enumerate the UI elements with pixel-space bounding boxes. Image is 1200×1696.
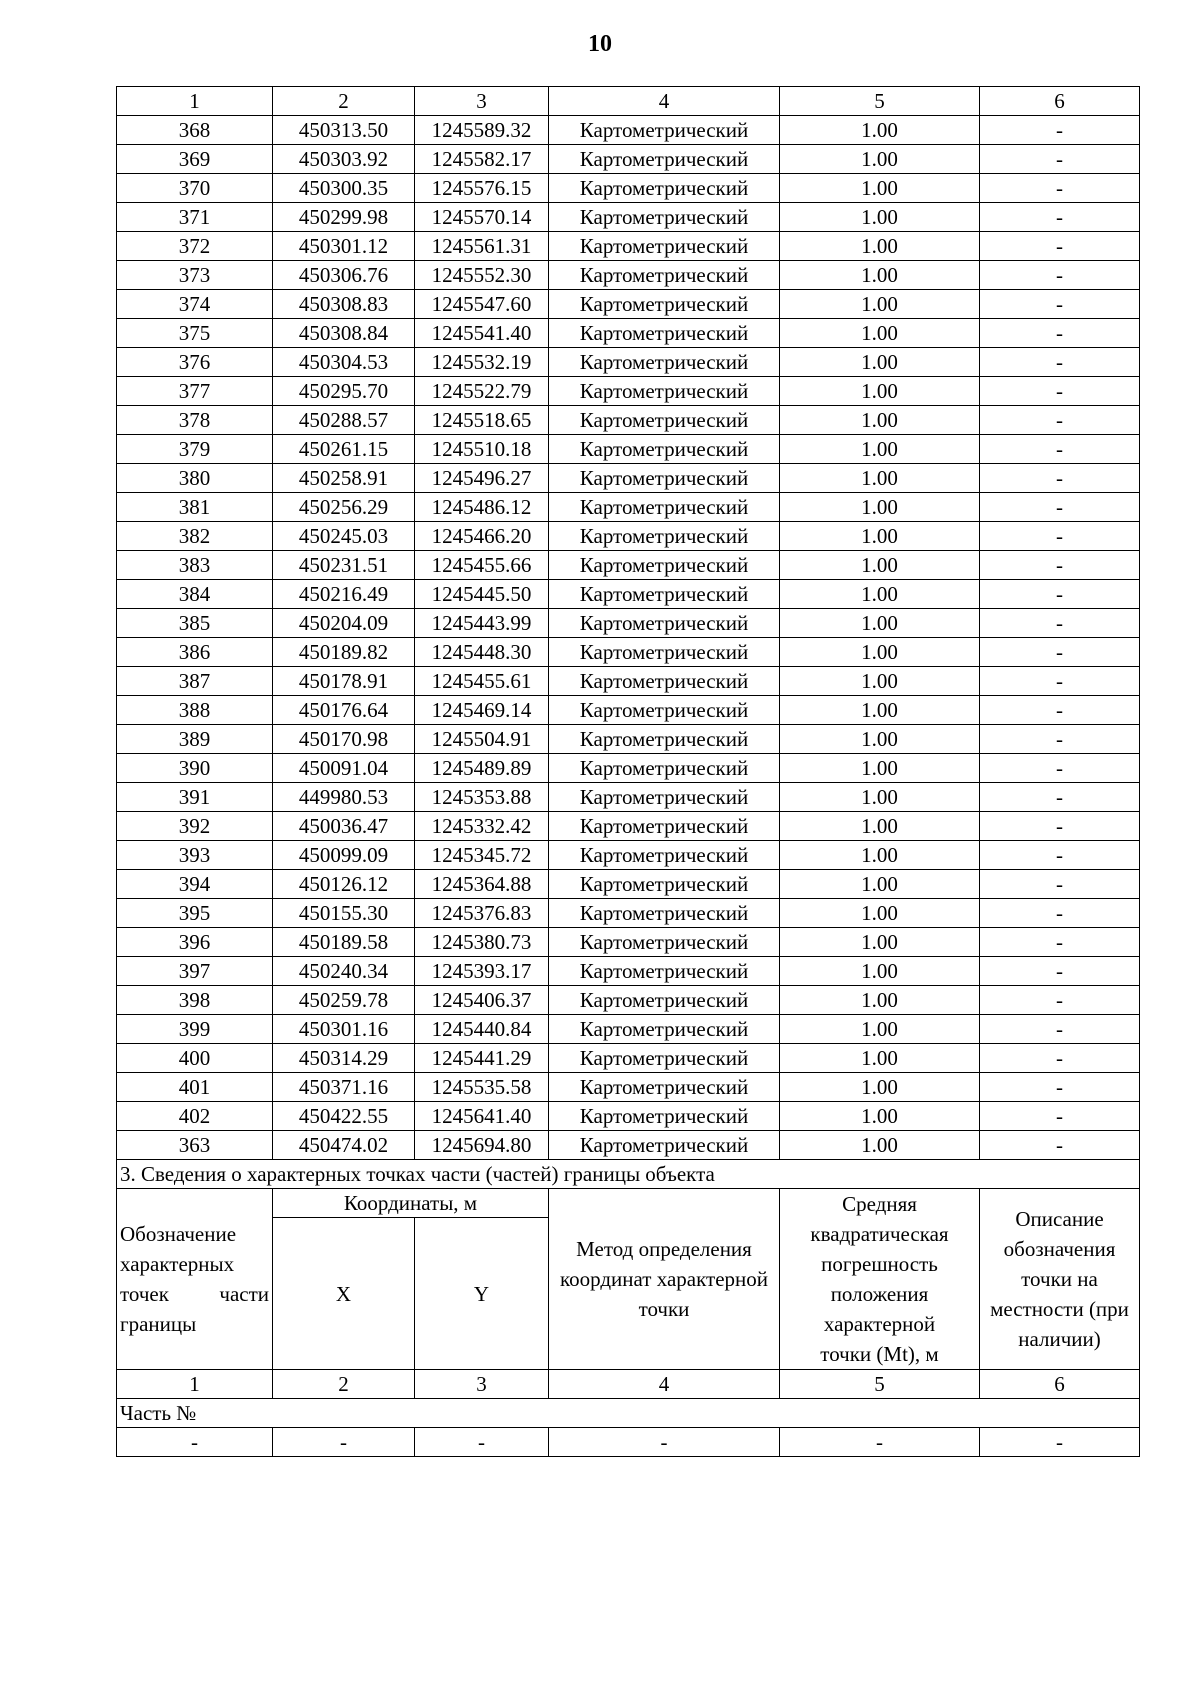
empty-cell: -	[780, 1428, 980, 1457]
table-row	[117, 435, 1140, 464]
error-cell: 1.00	[780, 493, 980, 522]
y-coordinate-cell: 1245641.40	[415, 1102, 549, 1131]
table-row	[117, 348, 1140, 377]
error-cell: 1.00	[780, 1131, 980, 1160]
error-header-line: положения	[830, 1282, 929, 1306]
table-row	[117, 116, 1140, 145]
description-cell: -	[980, 377, 1140, 406]
method-cell: Картометрический	[549, 783, 780, 812]
description-cell: -	[980, 522, 1140, 551]
description-cell: -	[980, 1131, 1140, 1160]
x-coordinate-cell: 450091.04	[273, 754, 415, 783]
x-coordinate-cell: 450306.76	[273, 261, 415, 290]
table-row	[117, 754, 1140, 783]
error-cell: 1.00	[780, 116, 980, 145]
point-id-cell: 374	[117, 290, 273, 319]
column-number: 5	[780, 87, 980, 116]
x-coordinate-cell: 450240.34	[273, 957, 415, 986]
method-cell: Картометрический	[549, 261, 780, 290]
table-row	[117, 812, 1140, 841]
description-cell: -	[980, 261, 1140, 290]
x-coordinate-cell: 450176.64	[273, 696, 415, 725]
table-row	[117, 1015, 1140, 1044]
column-number: 2	[273, 1370, 415, 1399]
table-row	[117, 899, 1140, 928]
section3-title-row	[117, 1160, 1140, 1189]
description-cell: -	[980, 145, 1140, 174]
table-row	[117, 870, 1140, 899]
description-cell: -	[980, 580, 1140, 609]
table-row	[117, 377, 1140, 406]
point-id-cell: 373	[117, 261, 273, 290]
table-row	[117, 957, 1140, 986]
description-cell: -	[980, 232, 1140, 261]
x-header: X	[273, 1218, 415, 1370]
error-cell: 1.00	[780, 435, 980, 464]
table-row	[117, 638, 1140, 667]
description-cell: -	[980, 551, 1140, 580]
coordinates-table-body	[117, 87, 1140, 1160]
x-coordinate-cell: 450245.03	[273, 522, 415, 551]
empty-cell: -	[117, 1428, 273, 1457]
method-cell: Картометрический	[549, 522, 780, 551]
table-row	[117, 580, 1140, 609]
method-cell: Картометрический	[549, 377, 780, 406]
description-cell: -	[980, 928, 1140, 957]
y-coordinate-cell: 1245532.19	[415, 348, 549, 377]
x-coordinate-cell: 450189.82	[273, 638, 415, 667]
y-coordinate-cell: 1245345.72	[415, 841, 549, 870]
table-row	[117, 841, 1140, 870]
point-id-cell: 385	[117, 609, 273, 638]
table-row	[117, 696, 1140, 725]
x-coordinate-cell: 450301.12	[273, 232, 415, 261]
y-coordinate-cell: 1245441.29	[415, 1044, 549, 1073]
method-cell: Картометрический	[549, 870, 780, 899]
x-coordinate-cell: 450295.70	[273, 377, 415, 406]
y-coordinate-cell: 1245561.31	[415, 232, 549, 261]
table-row	[117, 1073, 1140, 1102]
method-cell: Картометрический	[549, 116, 780, 145]
column-number: 6	[980, 1370, 1140, 1399]
table-row	[117, 928, 1140, 957]
x-coordinate-cell: 450216.49	[273, 580, 415, 609]
point-id-cell: 382	[117, 522, 273, 551]
point-id-cell: 400	[117, 1044, 273, 1073]
point-id-cell: 391	[117, 783, 273, 812]
method-cell: Картометрический	[549, 493, 780, 522]
error-header-line: квадратическая	[810, 1222, 949, 1246]
method-cell: Картометрический	[549, 551, 780, 580]
y-coordinate-cell: 1245469.14	[415, 696, 549, 725]
error-cell: 1.00	[780, 319, 980, 348]
section3-header-row	[117, 1189, 1140, 1218]
table-row	[117, 464, 1140, 493]
method-cell: Картометрический	[549, 754, 780, 783]
column-number: 4	[549, 1370, 780, 1399]
table-row	[117, 522, 1140, 551]
table-row	[117, 783, 1140, 812]
table-row	[117, 1044, 1140, 1073]
point-id-cell: 381	[117, 493, 273, 522]
x-coordinate-cell: 450099.09	[273, 841, 415, 870]
x-coordinate-cell: 450170.98	[273, 725, 415, 754]
y-coordinate-cell: 1245466.20	[415, 522, 549, 551]
table-row	[117, 261, 1140, 290]
x-coordinate-cell: 450189.58	[273, 928, 415, 957]
column-number: 4	[549, 87, 780, 116]
point-id-cell: 369	[117, 145, 273, 174]
empty-cell: -	[273, 1428, 415, 1457]
description-cell: -	[980, 493, 1140, 522]
method-header: Метод определения координат характерной точки	[549, 1189, 780, 1370]
x-coordinate-cell: 450231.51	[273, 551, 415, 580]
page-number: 10	[588, 31, 612, 57]
method-cell: Картометрический	[549, 986, 780, 1015]
table-row	[117, 986, 1140, 1015]
point-id-cell: 389	[117, 725, 273, 754]
error-cell: 1.00	[780, 667, 980, 696]
x-coordinate-cell: 450155.30	[273, 899, 415, 928]
y-coordinate-cell: 1245376.83	[415, 899, 549, 928]
error-cell: 1.00	[780, 754, 980, 783]
method-cell: Картометрический	[549, 145, 780, 174]
x-coordinate-cell: 449980.53	[273, 783, 415, 812]
y-coordinate-cell: 1245547.60	[415, 290, 549, 319]
description-cell: -	[980, 725, 1140, 754]
point-id-cell: 380	[117, 464, 273, 493]
error-cell: 1.00	[780, 464, 980, 493]
point-id-cell: 398	[117, 986, 273, 1015]
description-cell: -	[980, 783, 1140, 812]
description-cell: -	[980, 464, 1140, 493]
method-cell: Картометрический	[549, 290, 780, 319]
table-row	[117, 174, 1140, 203]
point-id-cell: 393	[117, 841, 273, 870]
description-cell: -	[980, 696, 1140, 725]
point-id-cell: 372	[117, 232, 273, 261]
column-number: 3	[415, 87, 549, 116]
part-label: Часть №	[117, 1399, 1140, 1428]
method-cell: Картометрический	[549, 174, 780, 203]
point-id-cell: 387	[117, 667, 273, 696]
x-coordinate-cell: 450259.78	[273, 986, 415, 1015]
method-cell: Картометрический	[549, 899, 780, 928]
table-row	[117, 551, 1140, 580]
column-number: 6	[980, 87, 1140, 116]
y-coordinate-cell: 1245443.99	[415, 609, 549, 638]
y-coordinate-cell: 1245393.17	[415, 957, 549, 986]
description-cell: -	[980, 667, 1140, 696]
point-id-cell: 370	[117, 174, 273, 203]
description-cell: -	[980, 812, 1140, 841]
empty-cell: -	[549, 1428, 780, 1457]
error-cell: 1.00	[780, 290, 980, 319]
description-cell: -	[980, 609, 1140, 638]
table-row	[117, 725, 1140, 754]
table-row	[117, 232, 1140, 261]
x-coordinate-cell: 450313.50	[273, 116, 415, 145]
error-header-line: характерной	[823, 1312, 936, 1336]
x-coordinate-cell: 450178.91	[273, 667, 415, 696]
description-cell: -	[980, 899, 1140, 928]
method-cell: Картометрический	[549, 319, 780, 348]
table-row	[117, 493, 1140, 522]
description-cell: -	[980, 1073, 1140, 1102]
x-coordinate-cell: 450308.83	[273, 290, 415, 319]
y-coordinate-cell: 1245332.42	[415, 812, 549, 841]
method-cell: Картометрический	[549, 1131, 780, 1160]
error-cell: 1.00	[780, 609, 980, 638]
method-cell: Картометрический	[549, 1102, 780, 1131]
x-coordinate-cell: 450288.57	[273, 406, 415, 435]
description-cell: -	[980, 290, 1140, 319]
description-cell: -	[980, 116, 1140, 145]
coordinates-header: Координаты, м	[273, 1189, 549, 1218]
point-id-cell: 395	[117, 899, 273, 928]
x-coordinate-cell: 450304.53	[273, 348, 415, 377]
point-id-cell: 396	[117, 928, 273, 957]
point-id-cell: 379	[117, 435, 273, 464]
empty-cell: -	[415, 1428, 549, 1457]
column-number: 2	[273, 87, 415, 116]
y-coordinate-cell: 1245496.27	[415, 464, 549, 493]
error-cell: 1.00	[780, 232, 980, 261]
table-row	[117, 609, 1140, 638]
method-cell: Картометрический	[549, 232, 780, 261]
error-cell: 1.00	[780, 377, 980, 406]
point-id-cell: 376	[117, 348, 273, 377]
description-cell: -	[980, 986, 1140, 1015]
method-cell: Картометрический	[549, 812, 780, 841]
description-cell: -	[980, 319, 1140, 348]
y-coordinate-cell: 1245518.65	[415, 406, 549, 435]
error-cell: 1.00	[780, 928, 980, 957]
x-coordinate-cell: 450371.16	[273, 1073, 415, 1102]
y-coordinate-cell: 1245582.17	[415, 145, 549, 174]
error-cell: 1.00	[780, 986, 980, 1015]
description-cell: -	[980, 348, 1140, 377]
method-cell: Картометрический	[549, 696, 780, 725]
y-coordinate-cell: 1245589.32	[415, 116, 549, 145]
table-row	[117, 145, 1140, 174]
error-header-line: Средняя	[842, 1192, 917, 1216]
y-header: Y	[415, 1218, 549, 1370]
error-cell: 1.00	[780, 899, 980, 928]
error-cell: 1.00	[780, 1044, 980, 1073]
y-coordinate-cell: 1245535.58	[415, 1073, 549, 1102]
x-coordinate-cell: 450308.84	[273, 319, 415, 348]
section3-column-number-row	[117, 1370, 1140, 1399]
description-header: Описание обозначения точки на местности (при наличии)	[980, 1189, 1140, 1370]
x-coordinate-cell: 450422.55	[273, 1102, 415, 1131]
table-row	[117, 667, 1140, 696]
method-cell: Картометрический	[549, 464, 780, 493]
method-cell: Картометрический	[549, 203, 780, 232]
point-id-cell: 375	[117, 319, 273, 348]
table-row	[117, 406, 1140, 435]
description-cell: -	[980, 638, 1140, 667]
x-coordinate-cell: 450126.12	[273, 870, 415, 899]
error-cell: 1.00	[780, 203, 980, 232]
error-cell: 1.00	[780, 1015, 980, 1044]
method-cell: Картометрический	[549, 725, 780, 754]
error-cell: 1.00	[780, 580, 980, 609]
y-coordinate-cell: 1245486.12	[415, 493, 549, 522]
method-cell: Картометрический	[549, 348, 780, 377]
section3-title: 3. Сведения о характерных точках части (частей) границы объекта	[117, 1160, 1140, 1189]
y-coordinate-cell: 1245510.18	[415, 435, 549, 464]
description-cell: -	[980, 1044, 1140, 1073]
y-coordinate-cell: 1245448.30	[415, 638, 549, 667]
empty-part-row	[117, 1428, 1140, 1457]
point-id-cell: 392	[117, 812, 273, 841]
point-id-cell: 383	[117, 551, 273, 580]
point-id-cell: 368	[117, 116, 273, 145]
error-header-line: точки (Mt), м	[820, 1342, 939, 1366]
point-id-cell: 390	[117, 754, 273, 783]
error-cell: 1.00	[780, 957, 980, 986]
y-coordinate-cell: 1245570.14	[415, 203, 549, 232]
error-cell: 1.00	[780, 841, 980, 870]
method-cell: Картометрический	[549, 580, 780, 609]
x-coordinate-cell: 450303.92	[273, 145, 415, 174]
method-cell: Картометрический	[549, 957, 780, 986]
point-id-cell: 377	[117, 377, 273, 406]
x-coordinate-cell: 450300.35	[273, 174, 415, 203]
error-header	[780, 1189, 980, 1370]
x-coordinate-cell: 450036.47	[273, 812, 415, 841]
method-cell: Картометрический	[549, 638, 780, 667]
error-cell: 1.00	[780, 638, 980, 667]
y-coordinate-cell: 1245694.80	[415, 1131, 549, 1160]
y-coordinate-cell: 1245440.84	[415, 1015, 549, 1044]
description-cell: -	[980, 1015, 1140, 1044]
point-id-cell: 388	[117, 696, 273, 725]
method-cell: Картометрический	[549, 928, 780, 957]
column-number: 1	[117, 87, 273, 116]
x-coordinate-cell: 450261.15	[273, 435, 415, 464]
error-cell: 1.00	[780, 261, 980, 290]
error-cell: 1.00	[780, 551, 980, 580]
point-id-cell: 386	[117, 638, 273, 667]
column-number: 1	[117, 1370, 273, 1399]
point-id-cell: 394	[117, 870, 273, 899]
error-cell: 1.00	[780, 406, 980, 435]
error-cell: 1.00	[780, 1102, 980, 1131]
y-coordinate-cell: 1245489.89	[415, 754, 549, 783]
y-coordinate-cell: 1245522.79	[415, 377, 549, 406]
table-row	[117, 203, 1140, 232]
method-cell: Картометрический	[549, 1044, 780, 1073]
x-coordinate-cell: 450314.29	[273, 1044, 415, 1073]
table-row	[117, 1102, 1140, 1131]
description-cell: -	[980, 435, 1140, 464]
coordinates-table	[116, 86, 1140, 1457]
x-coordinate-cell: 450256.29	[273, 493, 415, 522]
section3-body	[117, 1160, 1140, 1457]
error-cell: 1.00	[780, 1073, 980, 1102]
y-coordinate-cell: 1245380.73	[415, 928, 549, 957]
error-cell: 1.00	[780, 174, 980, 203]
description-cell: -	[980, 870, 1140, 899]
x-coordinate-cell: 450474.02	[273, 1131, 415, 1160]
y-coordinate-cell: 1245353.88	[415, 783, 549, 812]
method-cell: Картометрический	[549, 1015, 780, 1044]
table-row	[117, 1131, 1140, 1160]
table-row	[117, 319, 1140, 348]
y-coordinate-cell: 1245406.37	[415, 986, 549, 1015]
error-cell: 1.00	[780, 812, 980, 841]
column-number: 5	[780, 1370, 980, 1399]
error-cell: 1.00	[780, 696, 980, 725]
method-cell: Картометрический	[549, 609, 780, 638]
point-id-cell: 378	[117, 406, 273, 435]
method-cell: Картометрический	[549, 435, 780, 464]
error-cell: 1.00	[780, 870, 980, 899]
point-id-cell: 363	[117, 1131, 273, 1160]
point-id-cell: 401	[117, 1073, 273, 1102]
y-coordinate-cell: 1245364.88	[415, 870, 549, 899]
description-cell: -	[980, 841, 1140, 870]
description-cell: -	[980, 174, 1140, 203]
empty-cell: -	[980, 1428, 1140, 1457]
error-cell: 1.00	[780, 145, 980, 174]
y-coordinate-cell: 1245541.40	[415, 319, 549, 348]
point-id-cell: 397	[117, 957, 273, 986]
part-row	[117, 1399, 1140, 1428]
x-coordinate-cell: 450258.91	[273, 464, 415, 493]
x-coordinate-cell: 450301.16	[273, 1015, 415, 1044]
y-coordinate-cell: 1245552.30	[415, 261, 549, 290]
point-id-cell: 399	[117, 1015, 273, 1044]
description-cell: -	[980, 957, 1140, 986]
method-cell: Картометрический	[549, 1073, 780, 1102]
column-number: 3	[415, 1370, 549, 1399]
y-coordinate-cell: 1245445.50	[415, 580, 549, 609]
error-cell: 1.00	[780, 783, 980, 812]
description-cell: -	[980, 754, 1140, 783]
table-row	[117, 290, 1140, 319]
error-cell: 1.00	[780, 348, 980, 377]
description-cell: -	[980, 203, 1140, 232]
x-coordinate-cell: 450299.98	[273, 203, 415, 232]
point-id-cell: 402	[117, 1102, 273, 1131]
y-coordinate-cell: 1245455.61	[415, 667, 549, 696]
description-cell: -	[980, 1102, 1140, 1131]
x-coordinate-cell: 450204.09	[273, 609, 415, 638]
column-number-row	[117, 87, 1140, 116]
error-cell: 1.00	[780, 522, 980, 551]
point-id-cell: 384	[117, 580, 273, 609]
y-coordinate-cell: 1245455.66	[415, 551, 549, 580]
y-coordinate-cell: 1245576.15	[415, 174, 549, 203]
y-coordinate-cell: 1245504.91	[415, 725, 549, 754]
point-designation-header: Обозначение характерных точек части границы	[117, 1189, 273, 1370]
description-cell: -	[980, 406, 1140, 435]
method-cell: Картометрический	[549, 841, 780, 870]
error-header-line: погрешность	[821, 1252, 938, 1276]
method-cell: Картометрический	[549, 406, 780, 435]
point-id-cell: 371	[117, 203, 273, 232]
method-cell: Картометрический	[549, 667, 780, 696]
error-cell: 1.00	[780, 725, 980, 754]
